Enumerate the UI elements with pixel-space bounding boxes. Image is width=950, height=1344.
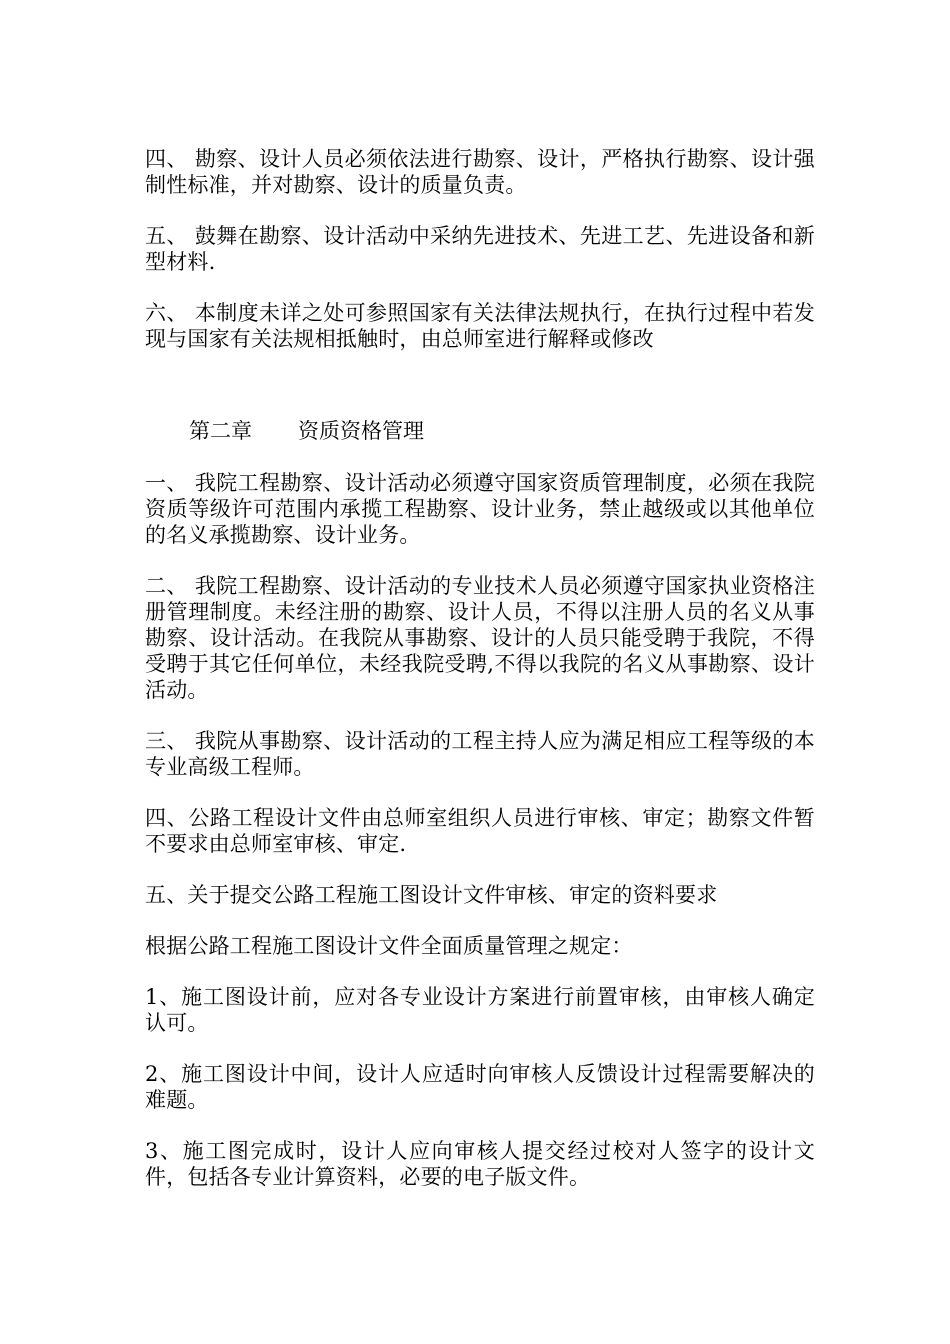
paragraph-item-5: 五、 鼓舞在勘察、设计活动中采纳先进技术、先进工艺、先进设备和新型材料. — [145, 224, 815, 274]
paragraph-item-5b: 五、关于提交公路工程施工图设计文件审核、审定的资料要求 — [145, 883, 718, 907]
paragraph-item-1: 一、 我院工程勘察、设计活动必须遵守国家资质管理制度，必须在我院资质等级许可范围内承揽工程勘察、设计业务，禁止越级或以其他单位的名义承揽勘察、设计业务。 — [145, 471, 815, 547]
paragraph-item-6: 六、 本制度未详之处可参照国家有关法律法规执行，在执行过程中若发现与国家有关法规相抵触时，由总师室进行解释或修改 — [145, 301, 815, 351]
list-item-1: 1、施工图设计前，应对各专业设计方案进行前置审核，由审核人确定认可。 — [145, 985, 815, 1035]
paragraph-intro: 根据公路工程施工图设计文件全面质量管理之规定： — [145, 934, 633, 958]
chapter-heading — [189, 418, 815, 444]
list-item-3: 3、施工图完成时，设计人应向审核人提交经过校对人签字的设计文件，包括各专业计算资料，必要的电子版文件。 — [145, 1139, 815, 1189]
chapter-title: 资质资格管理 — [298, 419, 424, 443]
paragraph-item-3: 三、 我院从事勘察、设计活动的工程主持人应为满足相应工程等级的本专业高级工程师。 — [145, 729, 815, 779]
paragraph-item-4b: 四、公路工程设计文件由总师室组织人员进行审核、审定；勘察文件暂不要求由总师室审核、审定. — [145, 806, 815, 856]
chapter-number: 第二章 — [189, 419, 252, 443]
list-item-2: 2、施工图设计中间，设计人应适时向审核人反馈设计过程需要解决的难题。 — [145, 1062, 815, 1112]
paragraph-item-2: 二、 我院工程勘察、设计活动的专业技术人员必须遵守国家执业资格注册管理制度。未经注册的勘察、设计人员，不得以注册人员的名义从事勘察、设计活动。在我院从事勘察、设计的人员只能受聘于我院，不得受聘于其它任何单位，未经我院受聘,不得以我院的名义从事勘察、设计活动。 — [145, 574, 815, 702]
paragraph-item-4: 四、 勘察、设计人员必须依法进行勘察、设计，严格执行勘察、设计强制性标准，并对勘察、设计的质量负责。 — [145, 147, 815, 197]
document-page — [145, 146, 815, 1215]
